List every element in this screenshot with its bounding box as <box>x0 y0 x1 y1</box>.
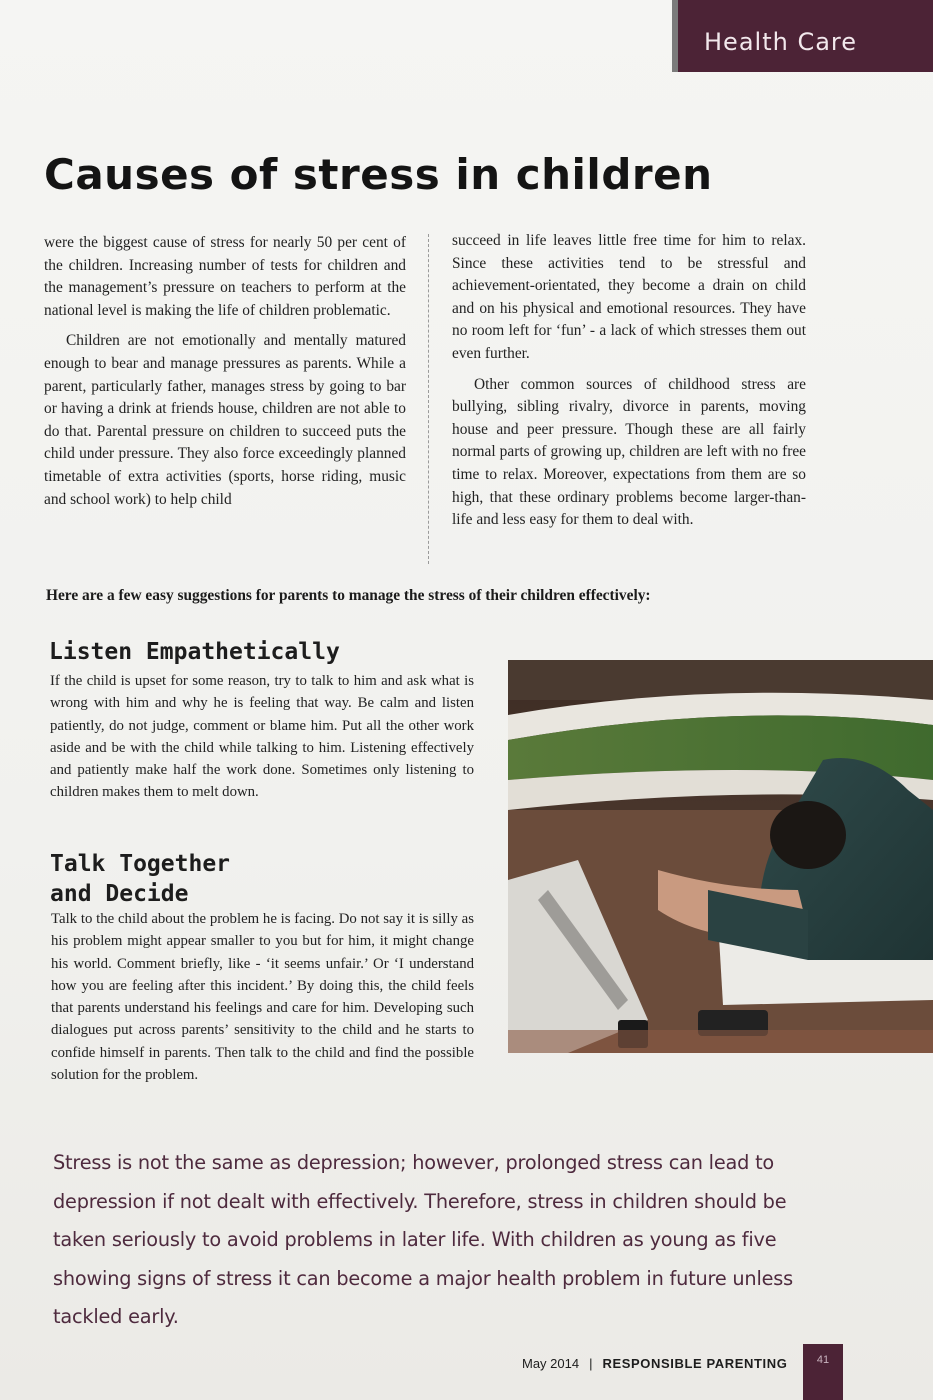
photo-illustration <box>508 660 933 1053</box>
intro-paragraph: succeed in life leaves little free time for him to relax. Since these activities tend to be stressful and achievement-orientated, they become a drain on child and on his physical and emotional resources. They have no room left for ‘fun’ - a lack of which stresses them out even further. <box>452 232 806 362</box>
section-label: Health Care <box>704 28 858 56</box>
intro-paragraph: Other common sources of childhood stress are bullying, sibling rivalry, divorce in parents, moving house and peer pressure. Though these are all fairly normal parts of growing up, children are left with no free time to relax. Moreover, expectations from them are so high, that these ordinary problems become larger-than-life and less easy for them to deal with. <box>452 375 806 529</box>
talk-body: Talk to the child about the problem he is facing. Do not say it is silly as his problem might appear smaller to you but for him, it might change his world. Comment briefly, like - ‘it seems unfair.’ Or ‘I understand how you are feeling after this incident.’ By doing this, the child feels that parents understand his feelings and care for him. Developing such dialogues put across parents’ sensitivity to the child and he starts to confide himself in parents. Then talk to the child and find the possible solution for the problem. <box>51 911 474 1084</box>
page-footer <box>522 1352 787 1374</box>
magazine-name: RESPONSIBLE PARENTING <box>602 1355 788 1371</box>
talk-heading-line2: and Decide <box>50 881 189 907</box>
issue-date: May 2014 <box>522 1355 580 1371</box>
article-title: Causes of stress in children <box>44 150 713 199</box>
suggestions-intro: Here are a few easy suggestions for parents to manage the stress of their children effectively: <box>46 587 651 604</box>
section-tab <box>672 0 933 72</box>
talk-heading-line1: Talk Together <box>50 851 231 877</box>
listen-body: If the child is upset for some reason, try to talk to him and ask what is wrong with him and why he is feeling that way. Be calm and listen patiently, do not judge, comment or blame him. Put all the other work aside and be with the child while talking to him. Listening effectively and patiently make half the work done. Sometimes only listening to children makes them to melt down. <box>50 673 474 801</box>
intro-paragraph: were the biggest cause of stress for nearly 50 per cent of the children. Increasing number of tests for children and the management’s pressure on teachers to perform at the national level is making the life of children problematic. <box>44 234 406 319</box>
intro-paragraph: Children are not emotionally and mentally matured enough to bear and manage pressures as parents. While a parent, particularly father, manages stress by going to bar or having a drink at friends house, children are not able to do that. Parental pressure on children to succeed puts the child under pressure. They also force exceedingly planned timetable of extra activities (sports, horse riding, music and school work) to help child <box>44 332 406 508</box>
intro-column-left <box>44 232 406 511</box>
column-divider <box>428 234 429 564</box>
intro-column-right <box>452 230 806 532</box>
footer-separator: | <box>589 1355 593 1371</box>
listen-heading: Listen Empathetically <box>49 639 340 665</box>
page-number: 41 <box>803 1344 843 1400</box>
stressed-student-photo <box>508 660 933 1053</box>
closing-statement: Stress is not the same as depression; however, prolonged stress can lead to depression if not dealt with effectively. Therefore, stress in children should be taken seriously to avoid problems in later life. With children as young as five showing signs of stress it can become a major health problem in future unless tackled early. <box>53 1151 793 1328</box>
talk-heading <box>50 849 470 909</box>
